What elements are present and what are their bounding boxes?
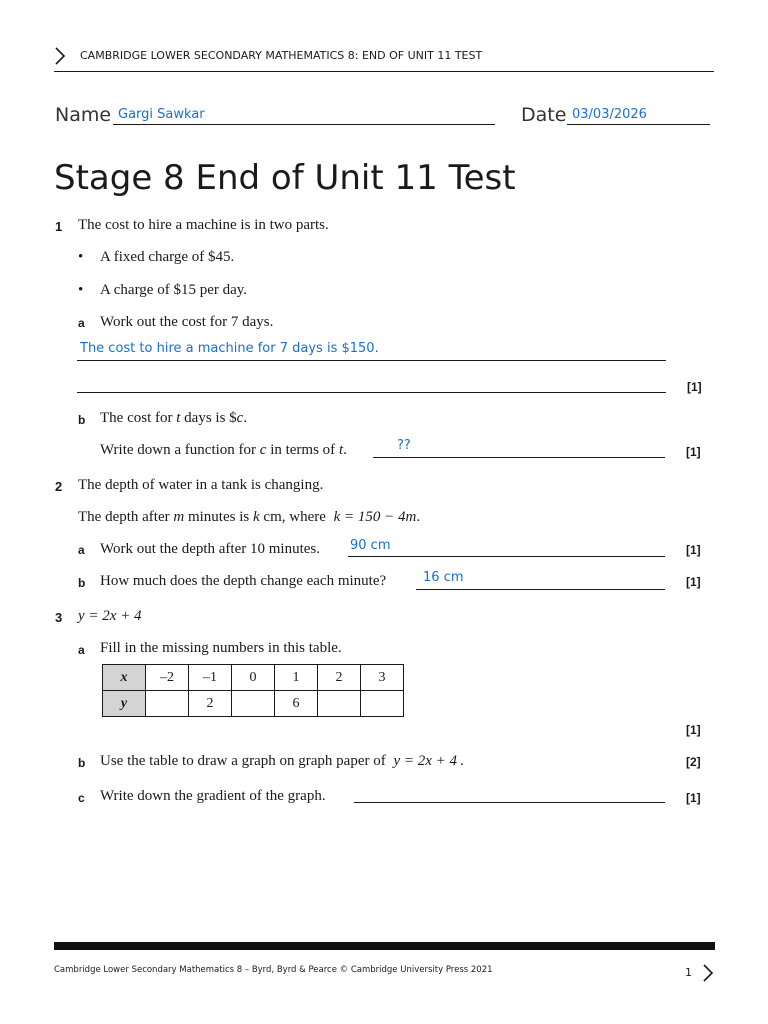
q1a-letter: a <box>78 316 85 330</box>
q2a-answer-line <box>348 556 665 557</box>
table-row-y <box>103 691 404 717</box>
q1-bullet-2-text: A charge of $15 per day. <box>100 282 248 298</box>
q2b-mark: [1] <box>686 575 701 589</box>
table-cell: –2 <box>146 665 189 691</box>
q2a-answer[interactable]: 90 cm <box>350 538 391 553</box>
q2b-letter: b <box>78 576 86 590</box>
footer-bar <box>54 942 715 950</box>
q1-bullet-1-text: A fixed charge of $45. <box>100 249 235 265</box>
page-number: 1 <box>685 966 692 979</box>
table-row-x <box>103 665 404 691</box>
q1-bullet-2: • <box>78 282 84 298</box>
q1-number: 1 <box>55 219 63 234</box>
name-label: Name <box>55 104 112 126</box>
date-underline <box>567 124 710 125</box>
q1a-mark: [1] <box>687 380 702 394</box>
q3b-mark: [2] <box>686 755 701 769</box>
date-label: Date <box>521 104 567 126</box>
q1b-answer-line <box>373 457 665 458</box>
q2a-mark: [1] <box>686 543 701 557</box>
footer-text: Cambridge Lower Secondary Mathematics 8 – Byrd, Byrd & Pearce © Cambridge University Press 2021 <box>54 965 493 975</box>
q3a-mark: [1] <box>686 723 701 737</box>
q1a-answer-line-2 <box>77 392 666 393</box>
table-cell: –1 <box>189 665 232 691</box>
name-field[interactable]: Gargi Sawkar <box>118 107 205 122</box>
q2a-letter: a <box>78 543 85 557</box>
table-input-cell[interactable] <box>361 691 404 717</box>
table-cell: 2 <box>189 691 232 717</box>
table-input-cell[interactable] <box>232 691 275 717</box>
header-title: CAMBRIDGE LOWER SECONDARY MATHEMATICS 8: END OF UNIT 11 TEST <box>80 49 483 62</box>
q2a-text: Work out the depth after 10 minutes. <box>100 541 320 557</box>
q1b-letter: b <box>78 413 86 427</box>
table-cell: 0 <box>232 665 275 691</box>
table-input-cell[interactable] <box>318 691 361 717</box>
q3-equation: y = 2x + 4 <box>78 608 142 624</box>
q3c-answer-line <box>354 802 665 803</box>
header-rule <box>54 71 714 72</box>
table-head-y: y <box>103 691 146 717</box>
q1a-answer[interactable]: The cost to hire a machine for 7 days is $150. <box>80 341 379 356</box>
q1a-text: Work out the cost for 7 days. <box>100 314 274 330</box>
table-input-cell[interactable] <box>146 691 189 717</box>
q2-formula: k = 150 − 4m <box>333 509 417 525</box>
table-head-x: x <box>103 665 146 691</box>
q3c-text: Write down the gradient of the graph. <box>100 788 326 804</box>
table-cell: 3 <box>361 665 404 691</box>
page-title: Stage 8 End of Unit 11 Test <box>54 158 516 198</box>
table-cell: 6 <box>275 691 318 717</box>
q1-bullet-1: • <box>78 249 84 265</box>
q3b-formula: y = 2x + 4 <box>393 753 458 769</box>
next-page-chevron-icon[interactable] <box>702 963 714 988</box>
q1a-answer-line-1 <box>77 360 666 361</box>
q3b-text: Use the table to draw a graph on graph paper of y = 2x + 4 . <box>100 753 464 769</box>
q1b-answer[interactable]: ?? <box>397 438 411 453</box>
table-cell: 2 <box>318 665 361 691</box>
q2b-text: How much does the depth change each minute? <box>100 573 387 589</box>
q3b-letter: b <box>78 756 86 770</box>
header-chevron-icon <box>54 46 66 71</box>
q1b-mark: [1] <box>686 445 701 459</box>
q3a-text: Fill in the missing numbers in this table. <box>100 640 342 656</box>
q3a-letter: a <box>78 643 85 657</box>
q2-line2: The depth after m minutes is k cm, where k = 150 − 4m. <box>78 509 421 525</box>
name-underline <box>113 124 495 125</box>
date-field[interactable]: 03/03/2026 <box>572 107 647 122</box>
q2-number: 2 <box>55 479 63 494</box>
q2b-answer-line <box>416 589 665 590</box>
q2-stem: The depth of water in a tank is changing. <box>78 477 324 493</box>
q1-stem: The cost to hire a machine is in two parts. <box>78 217 329 233</box>
q3c-mark: [1] <box>686 791 701 805</box>
q1b-instruction: Write down a function for c in terms of t. <box>100 442 347 458</box>
table-cell: 1 <box>275 665 318 691</box>
q3-number: 3 <box>55 610 63 625</box>
values-table <box>102 664 404 717</box>
q2b-answer[interactable]: 16 cm <box>423 570 464 585</box>
q1b-text: The cost for t days is $c. <box>100 410 248 426</box>
q3c-letter: c <box>78 791 85 805</box>
